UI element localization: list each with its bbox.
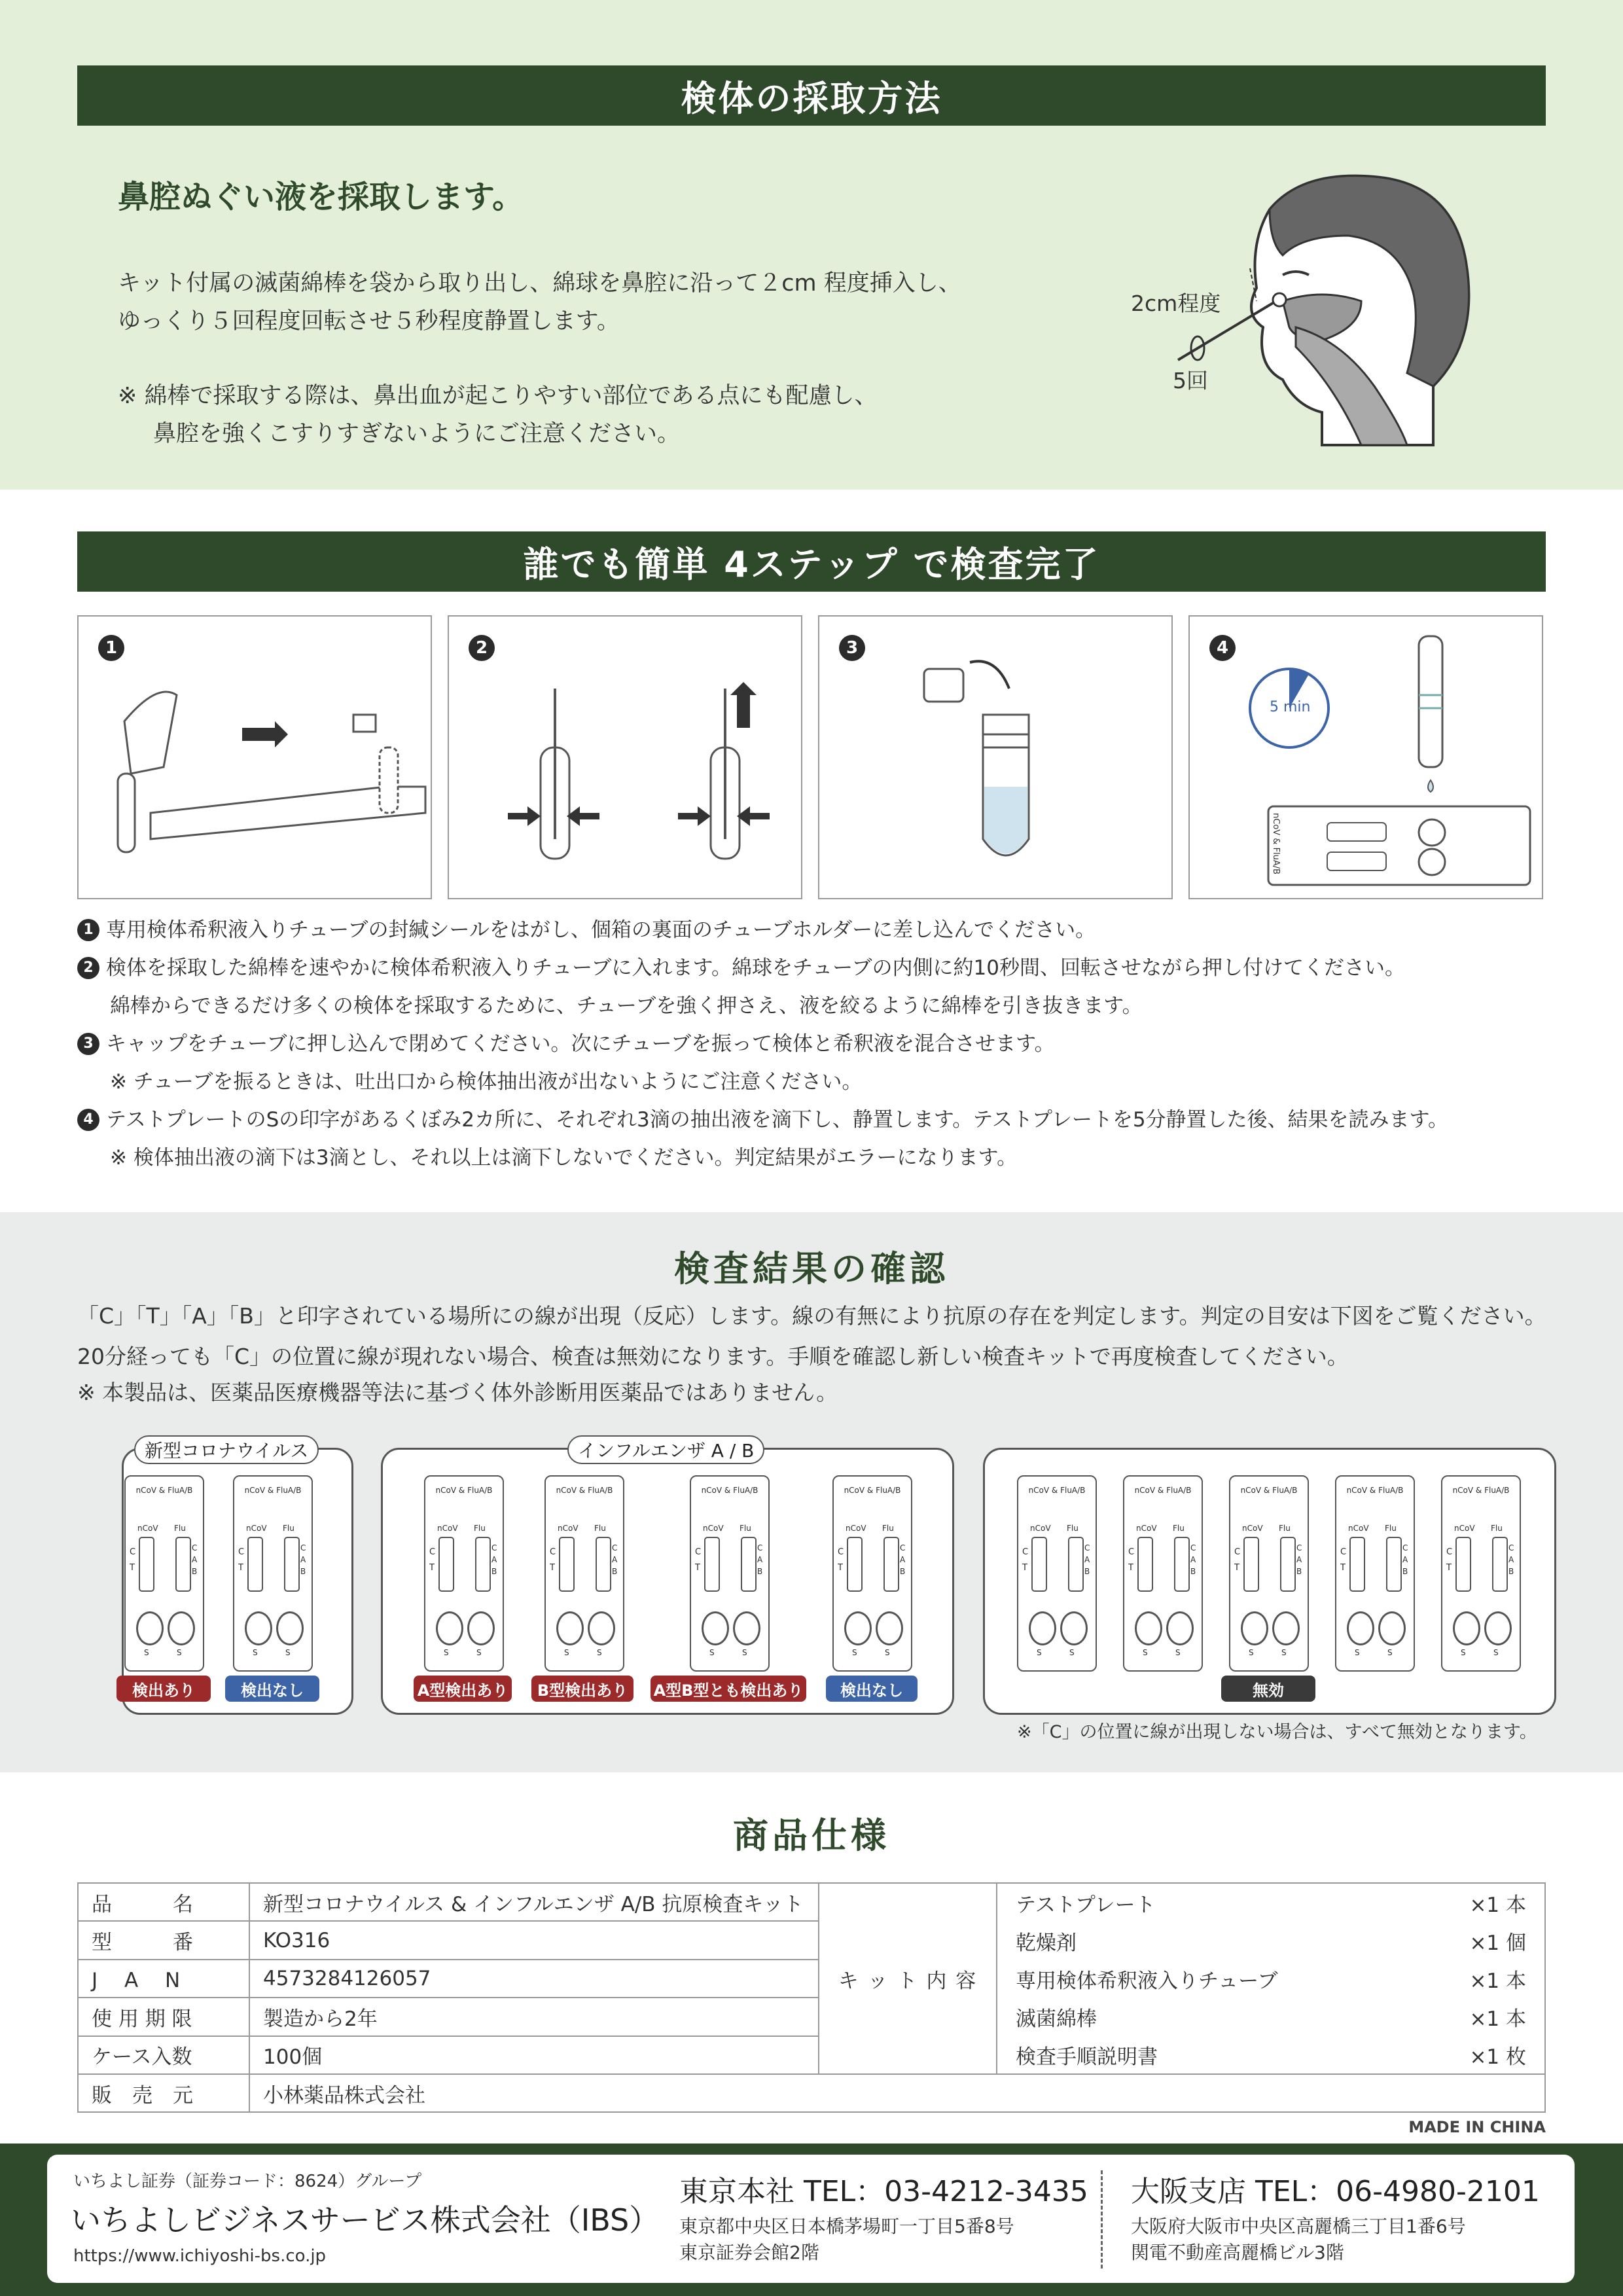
card-ncov-label: nCoV [437, 1524, 458, 1533]
flu-group-label: インフルエンザ A / B [567, 1435, 764, 1464]
card-a-label: A [1296, 1555, 1302, 1564]
card-sample-well [556, 1611, 584, 1645]
card-ncov-window [559, 1537, 575, 1592]
table-row [78, 1883, 1545, 1921]
collection-text-line: キット付属の滅菌綿棒を袋から取り出し、綿球を鼻腔に沿って２cm 程度挿入し、 [118, 270, 961, 296]
card-flu-c-label: C [1508, 1543, 1514, 1552]
card-c-label: C [838, 1547, 844, 1557]
kit-item [1016, 1884, 1526, 1922]
card-s-label: S [885, 1648, 890, 1657]
test-plate-card [1017, 1475, 1097, 1672]
test-plate-card [1335, 1475, 1415, 1672]
card-title: nCoV & FluA/B [1240, 1486, 1298, 1495]
card-b-label: B [192, 1567, 198, 1576]
card-flu-label: Flu [1067, 1524, 1079, 1533]
footer-group: いちよし証券（証券コード：8624）グループ [73, 2172, 422, 2191]
card-ncov-window [847, 1537, 863, 1592]
spec-value: KO316 [249, 1921, 819, 1959]
card-a-label: A [1084, 1555, 1090, 1564]
kit-item-qty: ×1 本 [1469, 1893, 1526, 1917]
test-plate-card [1441, 1475, 1521, 1672]
card-sample-well [436, 1611, 463, 1645]
card-ncov-label: nCoV [137, 1524, 158, 1533]
card-sample-well [168, 1611, 195, 1645]
card-s-label: S [1281, 1648, 1287, 1657]
test-plate-card [424, 1475, 504, 1672]
card-s-label: S [709, 1648, 715, 1657]
spec-value: 4573284126057 [249, 1960, 819, 1998]
card-a-label: A [757, 1555, 763, 1564]
collection-text-line: ゆっくり５回程度回転させ５秒程度静置します。 [118, 308, 620, 334]
card-flu-window [741, 1537, 757, 1592]
swab-depth-label: 2cm程度 [1131, 291, 1221, 316]
covid-positive-badge: 検出あり [116, 1676, 211, 1702]
card-flu-c-label: C [900, 1543, 906, 1552]
card-b-label: B [757, 1567, 763, 1576]
card-ncov-window [1137, 1537, 1153, 1592]
card-flu-window [1174, 1537, 1190, 1592]
spec-value: 製造から2年 [249, 1998, 819, 2036]
instruction-text: 専用検体希釈液入りチューブの封緘シールをはがし、個箱の裏面のチューブホルダーに差し込んでください。 [106, 918, 1096, 942]
step-number: 3 [839, 635, 865, 661]
card-c-label: C [130, 1547, 136, 1557]
test-plate-card [124, 1475, 204, 1672]
card-sample-well [276, 1611, 304, 1645]
card-flu-c-label: C [300, 1543, 306, 1552]
card-ncov-label: nCoV [1454, 1524, 1475, 1533]
step-number: 2 [469, 635, 495, 661]
card-sample-well [844, 1611, 872, 1645]
instruction-text: キャップをチューブに押し込んで閉めてください。次にチューブを振って検体と希釈液を混合させます。 [106, 1032, 1055, 1056]
card-flu-c-label: C [612, 1543, 618, 1552]
card-s-label: S [1037, 1648, 1042, 1657]
card-sample-well [1378, 1611, 1406, 1645]
card-t-label: T [550, 1563, 555, 1573]
results-title: 検査結果の確認 [674, 1248, 949, 1289]
kit-item-name: 検査手順説明書 [1016, 2045, 1158, 2069]
steps-title: 誰でも簡単 4ステップ で検査完了 [77, 531, 1546, 592]
card-flu-label: Flu [740, 1524, 751, 1533]
instruction-text: テストプレートのSの印字があるくぼみ2カ所に、それぞれ3滴の抽出液を滴下し、静置します。テストプレートを5分静置した後、結果を読みます。 [106, 1108, 1449, 1132]
card-sample-well [1453, 1611, 1480, 1645]
card-flu-label: Flu [882, 1524, 894, 1533]
instruction-line [77, 1139, 1582, 1177]
step-number: 4 [1209, 635, 1236, 661]
kit-item [1016, 1960, 1526, 1998]
step-3-illustration [819, 617, 1171, 898]
card-s-label: S [1461, 1648, 1466, 1657]
tokyo-address-line: 東京都中央区日本橋茅場町一丁目5番8号 [679, 2215, 1014, 2237]
collection-text [118, 264, 961, 340]
card-ncov-label: nCoV [1030, 1524, 1051, 1533]
kit-item-name: 滅菌綿棒 [1016, 2007, 1097, 2031]
spec-value: 小林薬品株式会社 [249, 2074, 1545, 2112]
card-t-label: T [1128, 1563, 1133, 1573]
kit-item [1016, 2036, 1526, 2073]
card-ncov-label: nCoV [1136, 1524, 1157, 1533]
covid-negative-badge: 検出なし [225, 1676, 319, 1702]
spec-value: 100個 [249, 2036, 819, 2074]
kit-list [1016, 1884, 1526, 2073]
spec-key: 型 番 [78, 1921, 249, 1959]
timer-label: 5 min [1270, 699, 1311, 715]
spec-value: 新型コロナウイルス & インフルエンザ A/B 抗原検査キット [249, 1883, 819, 1921]
instruction-text: ※ チューブを振るときは、吐出口から検体抽出液が出ないようにご注意ください。 [110, 1070, 863, 1094]
collection-note [118, 377, 877, 453]
kit-items [997, 1883, 1545, 2074]
instruction-line [77, 1063, 1582, 1101]
card-title: nCoV & FluA/B [701, 1486, 758, 1495]
card-title: nCoV & FluA/B [244, 1486, 302, 1495]
card-flu-label: Flu [1279, 1524, 1291, 1533]
card-b-label: B [1296, 1567, 1302, 1576]
collection-title: 検体の採取方法 [77, 65, 1546, 126]
collection-note-line: ※ 綿棒で採取する際は、鼻出血が起こりやすい部位である点にも配慮し、 [118, 383, 878, 409]
card-s-label: S [742, 1648, 747, 1657]
card-ncov-window [1455, 1537, 1471, 1592]
instruction-text: 綿棒からできるだけ多くの検体を採取するために、チューブを強く押さえ、液を絞るように綿棒を引き抜きます。 [110, 994, 1143, 1018]
card-ncov-window [1031, 1537, 1047, 1592]
flu-ab-positive-badge: A型B型とも検出あり [651, 1676, 806, 1702]
card-b-label: B [1402, 1567, 1408, 1576]
card-ncov-window [1243, 1537, 1259, 1592]
osaka-address-line: 大阪府大阪市中央区高麗橋三丁目1番6号 [1131, 2215, 1466, 2237]
card-flu-c-label: C [1190, 1543, 1196, 1552]
card-s-label: S [1143, 1648, 1148, 1657]
card-b-label: B [1190, 1567, 1196, 1576]
card-t-label: T [429, 1563, 435, 1573]
card-ncov-window [247, 1537, 263, 1592]
kit-item-name: テストプレート [1016, 1893, 1156, 1917]
tokyo-tel[interactable]: 東京本社 TEL：03-4212-3435 [679, 2175, 1088, 2208]
card-flu-window [596, 1537, 611, 1592]
card-c-label: C [1128, 1547, 1135, 1557]
card-s-label: S [253, 1648, 258, 1657]
footer-url[interactable]: https://www.ichiyoshi-bs.co.jp [73, 2246, 327, 2266]
card-ncov-window [139, 1537, 154, 1592]
card-s-label: S [285, 1648, 291, 1657]
step-bullet: 2 [77, 957, 99, 979]
card-t-label: T [1340, 1563, 1346, 1573]
card-a-label: A [612, 1555, 618, 1564]
invalid-note: ※「C」の位置に線が出現しない場合は、すべて無効となります。 [1017, 1722, 1537, 1742]
card-b-label: B [491, 1567, 497, 1576]
instruction-line [77, 911, 1582, 949]
card-s-label: S [177, 1648, 182, 1657]
step-2-illustration [449, 617, 801, 898]
card-sample-well [733, 1611, 760, 1645]
card-title: nCoV & FluA/B [1134, 1486, 1192, 1495]
osaka-address-line: 関電不動産高麗橋ビル3階 [1131, 2242, 1344, 2263]
card-flu-window [1386, 1537, 1402, 1592]
card-c-label: C [1446, 1547, 1453, 1557]
step-number: 1 [98, 635, 124, 661]
card-a-label: A [1402, 1555, 1408, 1564]
card-flu-label: Flu [1173, 1524, 1185, 1533]
flu-b-positive-badge: B型検出あり [531, 1676, 633, 1702]
kit-item [1016, 1922, 1526, 1960]
card-s-label: S [1493, 1648, 1499, 1657]
results-text-line: 「C」「T」「A」「B」と印字されている場所にの線が出現（反応）します。線の有無により抗原の存在を判定します。判定の目安は下図をご覧ください。 [77, 1303, 1546, 1329]
instruction-line [77, 949, 1582, 987]
card-s-label: S [444, 1648, 449, 1657]
card-s-label: S [1249, 1648, 1254, 1657]
card-s-label: S [144, 1648, 149, 1657]
kit-item-qty: ×1 本 [1469, 2007, 1526, 2031]
card-c-label: C [550, 1547, 556, 1557]
osaka-tel[interactable]: 大阪支店 TEL：06-4980-2101 [1131, 2175, 1540, 2208]
card-flu-c-label: C [491, 1543, 497, 1552]
card-ncov-label: nCoV [246, 1524, 267, 1533]
test-plate-card [832, 1475, 912, 1672]
card-sample-well [1166, 1611, 1194, 1645]
card-a-label: A [1190, 1555, 1196, 1564]
spec-key: 品 名 [78, 1883, 249, 1921]
card-title: nCoV & FluA/B [1346, 1486, 1404, 1495]
card-s-label: S [1387, 1648, 1393, 1657]
collection-note-line: 鼻腔を強くこすりすぎないようにご注意ください。 [153, 421, 681, 447]
card-flu-label: Flu [1491, 1524, 1503, 1533]
card-t-label: T [695, 1563, 700, 1573]
card-b-label: B [900, 1567, 906, 1576]
step-3-panel [818, 615, 1173, 899]
card-flu-window [1068, 1537, 1084, 1592]
card-flu-window [284, 1537, 300, 1592]
kit-item-name: 専用検体希釈液入りチューブ [1016, 1969, 1278, 1993]
card-sample-well [1347, 1611, 1374, 1645]
card-title: nCoV & FluA/B [556, 1486, 613, 1495]
card-flu-window [883, 1537, 899, 1592]
flu-a-positive-badge: A型検出あり [414, 1676, 512, 1702]
card-b-label: B [1084, 1567, 1090, 1576]
card-t-label: T [1022, 1563, 1027, 1573]
test-plate-card [690, 1475, 770, 1672]
card-title: nCoV & FluA/B [135, 1486, 193, 1495]
step-1-panel [77, 615, 432, 899]
card-sample-well [876, 1611, 903, 1645]
tokyo-address-line: 東京証券会館2階 [679, 2242, 819, 2263]
card-flu-label: Flu [474, 1524, 486, 1533]
card-flu-window [475, 1537, 491, 1592]
made-in-label: MADE IN CHINA [1408, 2118, 1546, 2136]
kit-label: キ ッ ト 内 容 [819, 1883, 997, 2074]
covid-group-label: 新型コロナウイルス [134, 1435, 319, 1464]
kit-item-qty: ×1 枚 [1469, 2045, 1526, 2069]
tokyo-address [679, 2214, 1014, 2266]
card-b-label: B [300, 1567, 306, 1576]
step-1-illustration [79, 617, 431, 898]
card-flu-c-label: C [1084, 1543, 1090, 1552]
card-s-label: S [852, 1648, 857, 1657]
card-sample-well [1484, 1611, 1512, 1645]
spec-key: ケース入数 [78, 2036, 249, 2074]
card-c-label: C [429, 1547, 436, 1557]
card-sample-well [1241, 1611, 1268, 1645]
card-title: nCoV & FluA/B [844, 1486, 901, 1495]
test-plate-card [1123, 1475, 1203, 1672]
card-title: nCoV & FluA/B [1028, 1486, 1086, 1495]
card-b-label: B [612, 1567, 618, 1576]
card-t-label: T [1446, 1563, 1452, 1573]
card-b-label: B [1508, 1567, 1514, 1576]
card-s-label: S [564, 1648, 569, 1657]
card-ncov-label: nCoV [1348, 1524, 1369, 1533]
card-flu-window [1492, 1537, 1508, 1592]
results-text-line: 20分経っても「C」の位置に線が現れない場合、検査は無効になります。手順を確認し新しい検査キットで再度検査してください。 [77, 1344, 1349, 1369]
card-flu-c-label: C [757, 1543, 763, 1552]
card-sample-well [1029, 1611, 1056, 1645]
table-row [78, 2074, 1545, 2112]
plate-label: nCoV & FluA/B [1271, 813, 1281, 875]
step-instructions [77, 911, 1582, 1177]
spec-key: 使 用 期 限 [78, 1998, 249, 2036]
card-a-label: A [300, 1555, 306, 1564]
instruction-line [77, 1101, 1582, 1139]
invalid-badge: 無効 [1221, 1676, 1315, 1702]
card-s-label: S [1175, 1648, 1181, 1657]
spec-key: J A N [78, 1960, 249, 1998]
card-flu-label: Flu [283, 1524, 294, 1533]
step-bullet: 1 [77, 919, 99, 941]
card-c-label: C [1340, 1547, 1347, 1557]
card-ncov-window [1349, 1537, 1365, 1592]
spec-table [77, 1882, 1546, 2113]
card-sample-well [1060, 1611, 1088, 1645]
footer-divider [1101, 2170, 1103, 2269]
card-s-label: S [597, 1648, 602, 1657]
card-flu-label: Flu [174, 1524, 186, 1533]
step-2-panel [448, 615, 802, 899]
card-ncov-label: nCoV [1242, 1524, 1263, 1533]
results-text [77, 1296, 1569, 1408]
card-flu-label: Flu [1385, 1524, 1397, 1533]
card-t-label: T [238, 1563, 243, 1573]
footer-company: いちよしビジネスサービス株式会社（IBS） [71, 2202, 660, 2238]
test-plate-card [233, 1475, 313, 1672]
kit-item-name: 乾燥剤 [1016, 1931, 1077, 1955]
step-4-panel [1188, 615, 1543, 899]
card-a-label: A [900, 1555, 906, 1564]
card-a-label: A [1508, 1555, 1514, 1564]
card-flu-label: Flu [594, 1524, 606, 1533]
card-ncov-window [704, 1537, 720, 1592]
card-s-label: S [1069, 1648, 1075, 1657]
kit-item-qty: ×1 本 [1469, 1969, 1526, 1993]
card-s-label: S [476, 1648, 482, 1657]
card-flu-window [1280, 1537, 1296, 1592]
spec-key: 販 売 元 [78, 2074, 249, 2112]
card-sample-well [1135, 1611, 1162, 1645]
card-sample-well [467, 1611, 495, 1645]
card-sample-well [588, 1611, 615, 1645]
card-title: nCoV & FluA/B [1452, 1486, 1510, 1495]
kit-item-qty: ×1 個 [1469, 1931, 1526, 1955]
card-ncov-window [438, 1537, 454, 1592]
step-bullet: 4 [77, 1109, 99, 1131]
card-c-label: C [695, 1547, 702, 1557]
card-s-label: S [1355, 1648, 1360, 1657]
card-a-label: A [491, 1555, 497, 1564]
swab-rotation-label: 5回 [1173, 368, 1208, 393]
card-title: nCoV & FluA/B [435, 1486, 493, 1495]
card-c-label: C [238, 1547, 245, 1557]
card-flu-c-label: C [1296, 1543, 1302, 1552]
step-4-illustration [1190, 617, 1542, 898]
card-sample-well [136, 1611, 164, 1645]
test-plate-card [544, 1475, 624, 1672]
results-text-line: ※ 本製品は、医薬品医療機器等法に基づく体外診断用医薬品ではありません。 [77, 1380, 838, 1405]
collection-lead: 鼻腔ぬぐい液を採取します。 [118, 179, 524, 215]
card-ncov-label: nCoV [703, 1524, 724, 1533]
test-plate-card [1229, 1475, 1309, 1672]
footer-card [47, 2155, 1575, 2283]
card-c-label: C [1022, 1547, 1029, 1557]
card-ncov-label: nCoV [846, 1524, 866, 1533]
card-sample-well [1272, 1611, 1300, 1645]
spec-title: 商品仕様 [733, 1815, 890, 1856]
card-ncov-label: nCoV [558, 1524, 579, 1533]
card-t-label: T [1234, 1563, 1240, 1573]
instruction-line [77, 987, 1582, 1025]
osaka-address [1131, 2214, 1466, 2266]
card-flu-window [175, 1537, 191, 1592]
instruction-text: ※ 検体抽出液の滴下は3滴とし、それ以上は滴下しないでください。判定結果がエラーになります。 [110, 1146, 1018, 1170]
card-sample-well [245, 1611, 272, 1645]
step-bullet: 3 [77, 1033, 99, 1055]
card-a-label: A [192, 1555, 198, 1564]
card-c-label: C [1234, 1547, 1241, 1557]
instruction-line [77, 1025, 1582, 1063]
card-flu-c-label: C [192, 1543, 198, 1552]
instruction-text: 検体を採取した綿棒を速やかに検体希釈液入りチューブに入れます。綿球をチューブの内側に約10秒間、回転させながら押し付けてください。 [106, 956, 1405, 980]
card-sample-well [702, 1611, 729, 1645]
card-flu-c-label: C [1402, 1543, 1408, 1552]
card-t-label: T [838, 1563, 843, 1573]
card-t-label: T [130, 1563, 135, 1573]
kit-item [1016, 1998, 1526, 2036]
flu-negative-badge: 検出なし [826, 1676, 918, 1702]
